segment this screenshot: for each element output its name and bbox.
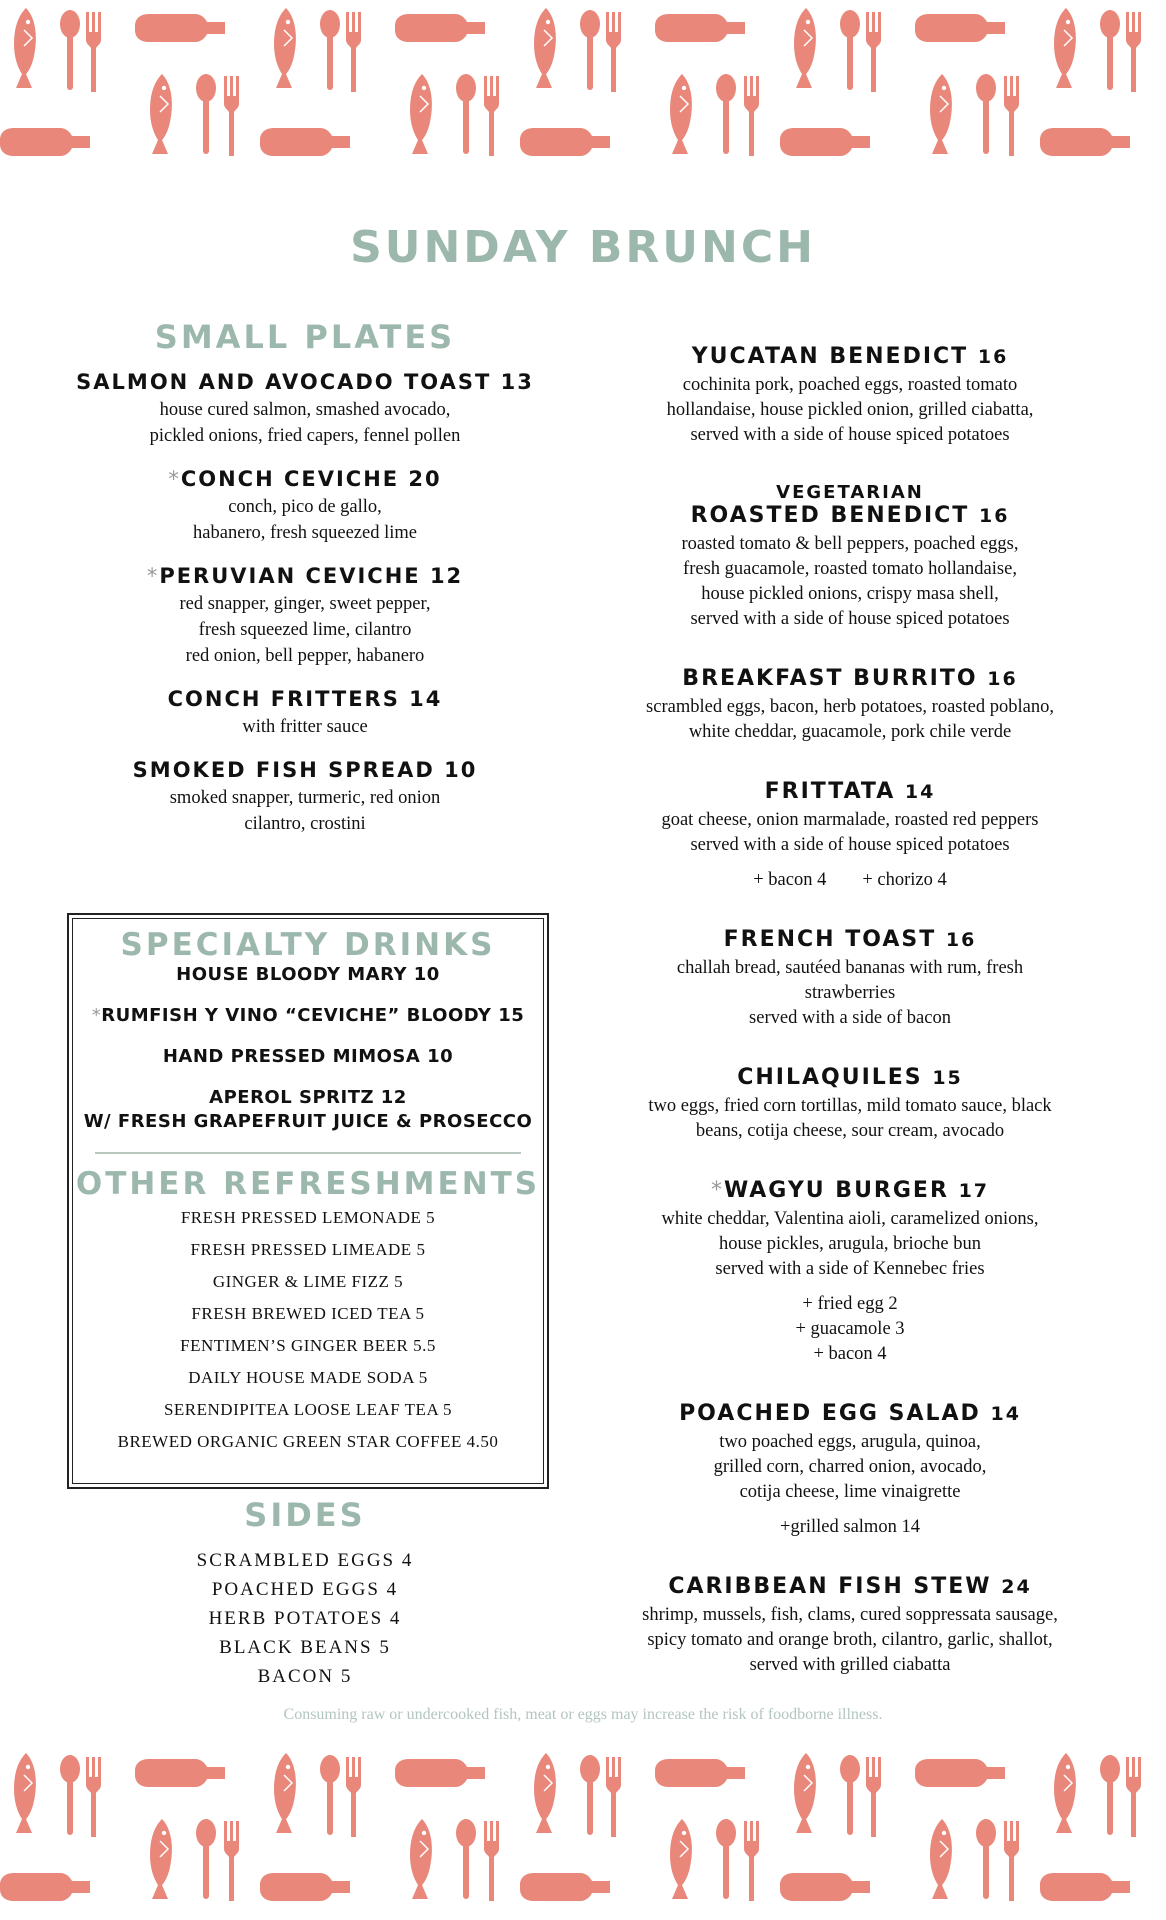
small-plate-name xyxy=(60,370,550,394)
main-dish-name xyxy=(580,666,1120,691)
main-dish-description: goat cheese, onion marmalade, roasted red peppers xyxy=(661,810,1039,830)
main-dish-description: scrambled eggs, bacon, herb potatoes, roasted poblano, xyxy=(646,697,1054,717)
main-dish-price: 16 xyxy=(978,505,1010,527)
menu-title: SUNDAY BRUNCH xyxy=(350,222,816,273)
foodborne-disclaimer: Consuming raw or undercooked fish, meat or eggs may increase the risk of foodborne illness. xyxy=(283,1706,883,1723)
main-dish-description: white cheddar, guacamole, pork chile verde xyxy=(688,722,1012,742)
main-dish-description: house pickled onions, crispy masa shell, xyxy=(701,584,999,604)
addon-option: + fried egg 2 xyxy=(802,1294,898,1314)
main-dish-description: shrimp, mussels, fish, clams, cured soppressata sausage, xyxy=(642,1605,1058,1625)
main-dish-item xyxy=(580,1065,1120,1144)
main-dish-title: WAGYU BURGER xyxy=(723,1178,949,1203)
raw-marker: * xyxy=(168,467,181,491)
small-plate-item xyxy=(60,687,550,740)
main-dish-item xyxy=(580,1401,1120,1540)
main-dish-price: 15 xyxy=(932,1067,963,1089)
small-plate-description: fresh squeezed lime, cilantro xyxy=(198,620,412,640)
small-plate-item xyxy=(60,370,550,449)
main-dish-item xyxy=(580,482,1120,632)
main-dish-description: two eggs, fried corn tortillas, mild tomato sauce, black xyxy=(648,1096,1052,1116)
main-dish-price: 17 xyxy=(958,1180,990,1202)
main-dish-item xyxy=(580,344,1120,448)
small-plate-description: pickled onions, fried capers, fennel pollen xyxy=(149,426,461,446)
refreshment-item: FRESH BREWED ICED TEA 5 xyxy=(191,1304,425,1323)
small-plate-name xyxy=(60,467,550,491)
small-plate-title: CONCH FRITTERS 14 xyxy=(167,687,443,711)
refreshment-item: DAILY HOUSE MADE SODA 5 xyxy=(188,1368,428,1387)
main-dish-description: strawberries xyxy=(804,983,896,1003)
main-dish-description: served with a side of house spiced potatoes xyxy=(690,609,1010,629)
small-plate-item xyxy=(60,564,550,669)
main-dish-name xyxy=(580,1401,1120,1426)
specialty-drink-text: APEROL SPRITZ 12 xyxy=(209,1087,407,1108)
small-plate-description: red snapper, ginger, sweet pepper, xyxy=(179,594,431,614)
specialty-drink-text: HOUSE BLOODY MARY 10 xyxy=(176,964,440,985)
small-plates-section xyxy=(60,318,550,855)
main-dish-price: 16 xyxy=(987,668,1018,690)
small-plate-description: conch, pico de gallo, xyxy=(228,497,382,517)
side-item: SCRAMBLED EGGS 4 xyxy=(196,1550,414,1571)
main-dish-description: hollandaise, house pickled onion, grilled ciabatta, xyxy=(666,400,1034,420)
side-item: BACON 5 xyxy=(257,1666,353,1687)
specialty-drink xyxy=(69,1110,547,1134)
main-dish-description: served with a side of Kennebec fries xyxy=(715,1259,985,1279)
main-dish-name xyxy=(580,1574,1120,1599)
main-dish-item xyxy=(580,779,1120,893)
specialty-drink-text: RUMFISH Y VINO “CEVICHE” BLOODY 15 xyxy=(101,1005,525,1026)
small-plate-name xyxy=(60,758,550,782)
main-dish-description: two poached eggs, arugula, quinoa, xyxy=(719,1432,981,1452)
spacer xyxy=(69,1028,547,1045)
refreshment-item: GINGER & LIME FIZZ 5 xyxy=(212,1272,404,1291)
addon-option: + guacamole 3 xyxy=(795,1319,905,1339)
addon-list xyxy=(580,1515,1120,1540)
small-plate-title: PERUVIAN CEVICHE 12 xyxy=(159,564,464,588)
small-plate-item xyxy=(60,758,550,837)
raw-marker: * xyxy=(710,1178,724,1203)
main-dish-item xyxy=(580,927,1120,1031)
main-dish-description: cochinita pork, poached eggs, roasted tomato xyxy=(682,375,1018,395)
specialty-drink-text: W/ FRESH GRAPEFRUIT JUICE & PROSECCO xyxy=(83,1111,533,1132)
refreshment-item: SERENDIPITEA LOOSE LEAF TEA 5 xyxy=(163,1400,453,1419)
small-plate-title: SALMON AND AVOCADO TOAST 13 xyxy=(76,370,534,394)
specialty-drinks-heading: SPECIALTY DRINKS xyxy=(120,927,496,963)
specialty-drink xyxy=(69,963,547,987)
small-plate-title: SMOKED FISH SPREAD 10 xyxy=(132,758,478,782)
main-dish-description: house pickles, arugula, brioche bun xyxy=(718,1234,981,1254)
addon-option: +grilled salmon 14 xyxy=(780,1517,920,1537)
pattern-band-bottom xyxy=(0,1745,1166,1920)
small-plate-item xyxy=(60,467,550,546)
side-item: HERB POTATOES 4 xyxy=(208,1608,402,1629)
small-plate-title: CONCH CEVICHE 20 xyxy=(180,467,442,491)
specialty-drink xyxy=(69,1045,547,1069)
main-dish-description: grilled corn, charred onion, avocado, xyxy=(713,1457,987,1477)
refreshment-item: FENTIMEN’S GINGER BEER 5.5 xyxy=(180,1336,436,1355)
pattern-band-top xyxy=(0,0,1166,175)
main-dish-description: served with a side of house spiced potatoes xyxy=(690,835,1010,855)
addon-row xyxy=(580,1317,1120,1342)
refreshment-item: BREWED ORGANIC GREEN STAR COFFEE 4.50 xyxy=(117,1432,499,1451)
refreshment-item: FRESH PRESSED LIMEADE 5 xyxy=(190,1240,426,1259)
small-plate-description: cilantro, crostini xyxy=(244,814,366,834)
addon-option: + chorizo 4 xyxy=(862,870,947,890)
main-dish-description: served with a side of house spiced potatoes xyxy=(690,425,1010,445)
main-dish-title: FRENCH TOAST xyxy=(723,927,937,952)
small-plate-description: smoked snapper, turmeric, red onion xyxy=(169,788,441,808)
sides-section xyxy=(60,1496,550,1691)
main-dish-description: roasted tomato & bell peppers, poached eggs, xyxy=(681,534,1019,554)
main-dish-description: cotija cheese, lime vinaigrette xyxy=(739,1482,961,1502)
main-dish-title: ROASTED BENEDICT xyxy=(690,503,970,528)
spacer xyxy=(69,1069,547,1086)
main-dish-item xyxy=(580,1574,1120,1678)
side-item: POACHED EGGS 4 xyxy=(211,1579,399,1600)
fish-utensil-pattern xyxy=(0,0,1166,175)
dish-label: VEGETARIAN xyxy=(776,482,924,503)
raw-marker: * xyxy=(91,1005,102,1026)
main-dish-name xyxy=(580,503,1120,528)
main-dish-description: served with a side of bacon xyxy=(749,1008,951,1028)
addon-row xyxy=(580,1515,1120,1540)
addon-list xyxy=(580,868,1120,893)
specialty-drink-text: HAND PRESSED MIMOSA 10 xyxy=(162,1046,454,1067)
small-plates-heading: SMALL PLATES xyxy=(154,318,456,356)
small-plate-name xyxy=(60,564,550,588)
addon-row xyxy=(580,1292,1120,1317)
main-dish-title: CARIBBEAN FISH STEW xyxy=(668,1574,992,1599)
addon-row xyxy=(580,868,1120,893)
raw-marker: * xyxy=(146,564,160,588)
main-dish-name xyxy=(580,779,1120,804)
small-plate-description: with fritter sauce xyxy=(242,717,368,737)
spacer xyxy=(69,987,547,1004)
drinks-box xyxy=(67,913,549,1489)
fish-utensil-pattern xyxy=(0,1745,1166,1920)
main-dish-title: FRITTATA xyxy=(764,779,896,804)
small-plate-description: red onion, bell pepper, habanero xyxy=(185,646,425,666)
side-item: BLACK BEANS 5 xyxy=(219,1637,391,1658)
main-dish-price: 24 xyxy=(1001,1576,1032,1598)
addon-row xyxy=(580,1342,1120,1367)
main-dish-item xyxy=(580,666,1120,745)
refreshment-item: FRESH PRESSED LEMONADE 5 xyxy=(180,1208,436,1227)
specialty-drink xyxy=(69,1086,547,1110)
main-dish-price: 16 xyxy=(977,346,1009,368)
main-dish-description: white cheddar, Valentina aioli, caramelized onions, xyxy=(661,1209,1039,1229)
main-dish-name xyxy=(580,1065,1120,1090)
mains-section xyxy=(580,344,1120,1712)
main-dish-item xyxy=(580,1178,1120,1367)
main-dish-title: YUCATAN BENEDICT xyxy=(691,344,969,369)
specialty-drink xyxy=(69,1004,547,1028)
main-dish-name xyxy=(580,1178,1120,1203)
sides-heading: SIDES xyxy=(244,1496,366,1534)
main-dish-description: challah bread, sautéed bananas with rum, fresh xyxy=(676,958,1024,978)
main-dish-description: spicy tomato and orange broth, cilantro, garlic, shallot, xyxy=(647,1630,1053,1650)
small-plate-description: house cured salmon, smashed avocado, xyxy=(159,400,451,420)
addon-list xyxy=(580,1292,1120,1367)
main-dish-name xyxy=(580,927,1120,952)
addon-option: + bacon 4 xyxy=(753,870,827,890)
main-dish-title: CHILAQUILES xyxy=(737,1065,923,1090)
section-divider xyxy=(95,1152,521,1154)
addon-option: + bacon 4 xyxy=(813,1344,887,1364)
main-dish-description: beans, cotija cheese, sour cream, avocado xyxy=(695,1121,1005,1141)
other-refreshments-heading: OTHER REFRESHMENTS xyxy=(75,1166,541,1202)
main-dish-title: POACHED EGG SALAD xyxy=(679,1401,981,1426)
main-dish-price: 14 xyxy=(990,1403,1021,1425)
small-plate-name xyxy=(60,687,550,711)
main-dish-name xyxy=(580,344,1120,369)
main-dish-title: BREAKFAST BURRITO xyxy=(682,666,978,691)
main-dish-price: 14 xyxy=(904,781,936,803)
small-plate-description: habanero, fresh squeezed lime xyxy=(193,523,417,543)
main-dish-description: fresh guacamole, roasted tomato hollandaise, xyxy=(683,559,1017,579)
main-dish-description: served with grilled ciabatta xyxy=(749,1655,951,1675)
main-dish-price: 16 xyxy=(945,929,977,951)
